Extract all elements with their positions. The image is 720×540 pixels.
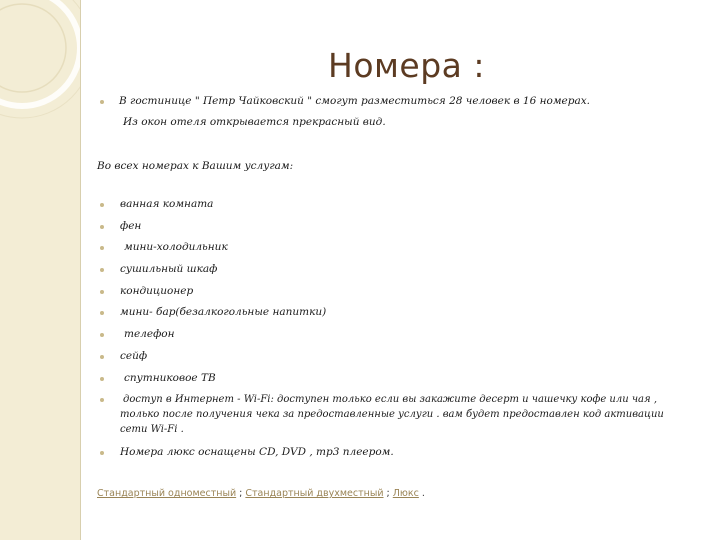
bullet-icon — [100, 268, 104, 272]
bullet-icon — [100, 333, 104, 337]
intro-line-2: Из окон отеля открывается прекрасный вид. — [123, 116, 386, 128]
amenity-item: сушильный шкаф — [120, 263, 218, 275]
slide-title: Номера : — [328, 46, 485, 85]
intro-line-1: В гостинице " Петр Чайковский " смогут разместиться 28 человек в 16 номерах. — [119, 95, 591, 107]
bullet-icon — [100, 203, 104, 207]
amenity-item: фен — [120, 220, 142, 232]
bullet-icon — [100, 290, 104, 294]
lux-line: Номера люкс оснащены CD, DVD , mp3 плеером. — [120, 446, 394, 458]
circle-ornament-icon — [0, 0, 80, 540]
bullet-icon — [100, 398, 104, 402]
link-lux[interactable]: Люкс — [392, 488, 419, 499]
decorative-side-panel — [0, 0, 81, 540]
bullet-icon — [100, 355, 104, 359]
wifi-line-2: только после получения чека за предоставленные услуги . вам будет предоставлен код активации — [120, 409, 664, 420]
amenity-item: мини- бар(безалкогольные напитки) — [120, 306, 327, 318]
link-separator: ; — [236, 488, 246, 499]
link-standard-double[interactable]: Стандартный двухместный — [245, 488, 384, 499]
wifi-line-1: доступ в Интернет - Wi-Fi: доступен только если вы закажите десерт и чашечку кофе или чая , — [123, 394, 657, 405]
wifi-line-3: сети Wi-Fi . — [120, 424, 184, 435]
link-end: . — [418, 488, 425, 499]
bullet-icon — [100, 246, 104, 250]
bullet-icon — [100, 225, 104, 229]
link-separator: ; — [383, 488, 393, 499]
room-links — [97, 488, 425, 499]
amenity-item: ванная комната — [120, 198, 214, 210]
link-standard-single[interactable]: Стандартный одноместный — [97, 488, 237, 499]
amenity-item: спутниковое ТВ — [124, 372, 216, 384]
amenity-item: мини-холодильник — [124, 241, 228, 253]
bullet-icon — [100, 100, 104, 104]
bullet-icon — [100, 451, 104, 455]
amenity-item: кондиционер — [120, 285, 194, 297]
services-heading: Во всех номерах к Вашим услугам: — [97, 160, 294, 172]
amenity-item: телефон — [124, 328, 175, 340]
bullet-icon — [100, 377, 104, 381]
bullet-icon — [100, 311, 104, 315]
amenity-item: сейф — [120, 350, 148, 362]
